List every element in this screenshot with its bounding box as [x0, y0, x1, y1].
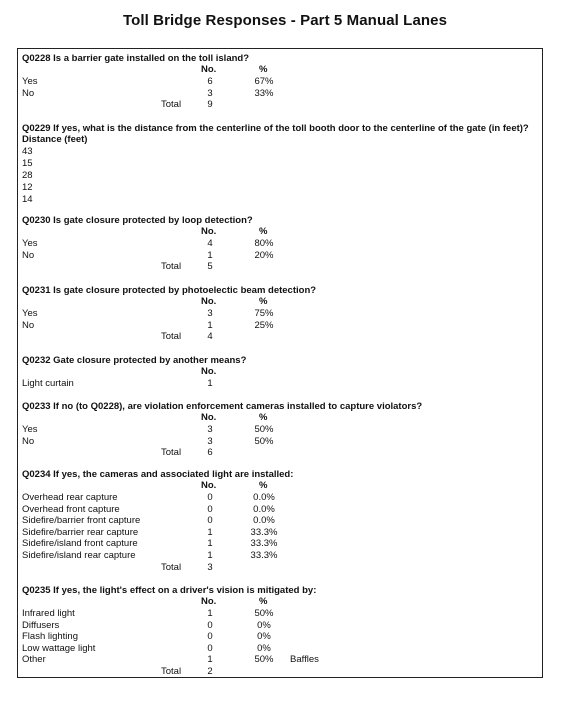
no-header: No.	[201, 226, 217, 237]
row-count: 1	[207, 654, 213, 666]
row-count: 4	[207, 238, 213, 249]
total-count: 4	[207, 331, 213, 343]
row-count: 0	[207, 642, 213, 654]
q0235-question: Q0235 If yes, the light's effect on a driver's vision is mitigated by:	[22, 585, 317, 596]
distance-value: 15	[22, 158, 33, 169]
page-title: Toll Bridge Responses - Part 5 Manual Lanes	[122, 12, 448, 29]
pct-header: %	[259, 226, 268, 237]
q0232-question: Q0232 Gate closure protected by another means?	[22, 355, 247, 366]
row-label: No	[22, 435, 35, 447]
row-percent: 50%	[254, 424, 274, 435]
row-note: Baffles	[290, 654, 319, 666]
total-count: 6	[207, 447, 213, 459]
row-count: 3	[207, 87, 213, 99]
no-header: No.	[201, 64, 217, 75]
row-label: Infrared light	[22, 608, 75, 619]
total-label: Total	[161, 99, 182, 111]
row-percent: 50%	[254, 608, 274, 619]
row-percent: 33.3%	[250, 526, 278, 538]
pct-header: %	[259, 296, 268, 307]
row-count: 1	[207, 538, 213, 550]
row-count: 1	[207, 526, 213, 538]
row-percent: 0%	[257, 619, 271, 631]
total-count: 5	[207, 261, 213, 273]
row-label: Yes	[22, 238, 38, 249]
table-row	[18, 643, 542, 655]
table-row	[18, 504, 542, 516]
distance-value: 43	[22, 146, 33, 157]
no-header: No.	[201, 366, 217, 377]
pct-header: %	[259, 64, 268, 75]
table-row	[18, 76, 542, 88]
q0229-subheader: Distance (feet)	[22, 134, 88, 145]
q0229-question: Q0229 If yes, what is the distance from the centerline of the toll booth door to the centerline of the gate (in feet)?	[22, 123, 529, 134]
total-count: 3	[207, 561, 213, 573]
row-count: 6	[207, 76, 213, 87]
row-count: 3	[207, 435, 213, 447]
row-count: 0	[207, 515, 213, 527]
row-label: Sidefire/barrier rear capture	[22, 526, 139, 538]
q0231-question: Q0231 Is gate closure protected by photoelectic beam detection?	[22, 285, 317, 296]
row-percent: 67%	[254, 76, 274, 87]
q0234-question: Q0234 If yes, the cameras and associated light are installed:	[22, 469, 294, 480]
row-count: 1	[207, 319, 213, 331]
pct-header: %	[259, 480, 268, 491]
row-percent: 50%	[254, 435, 274, 447]
row-percent: 50%	[254, 654, 274, 666]
row-percent: 80%	[254, 238, 274, 249]
distance-value: 28	[22, 170, 33, 181]
no-header: No.	[201, 596, 217, 607]
total-label: Total	[161, 331, 182, 343]
distance-value: 12	[22, 182, 33, 193]
table-row	[18, 631, 542, 643]
row-label: Overhead front capture	[22, 503, 120, 515]
row-percent: 0.0%	[253, 515, 275, 527]
q0233-question: Q0233 If no (to Q0228), are violation enforcement cameras installed to capture violators?	[22, 401, 423, 412]
total-row	[18, 261, 542, 273]
row-count: 0	[207, 492, 213, 503]
total-row	[18, 447, 542, 459]
total-count: 2	[207, 666, 213, 677]
row-count: 3	[207, 308, 213, 319]
q0228-question: Q0228 Is a barrier gate installed on the toll island?	[22, 53, 250, 64]
row-percent: 33.3%	[250, 550, 278, 561]
table-row	[18, 538, 542, 550]
row-count: 0	[207, 631, 213, 643]
pct-header: %	[259, 412, 268, 423]
table-row	[18, 654, 542, 666]
row-count: 1	[207, 608, 213, 619]
row-percent: 33%	[254, 87, 274, 99]
row-label: Yes	[22, 76, 38, 87]
row-percent: 75%	[254, 308, 274, 319]
row-percent: 20%	[254, 249, 274, 261]
table-row	[18, 88, 542, 100]
no-header: No.	[201, 480, 217, 491]
row-label: Yes	[22, 424, 38, 435]
table-row	[18, 550, 542, 562]
row-label: Light curtain	[22, 378, 74, 389]
row-percent: 0%	[257, 642, 271, 654]
row-label: Sidefire/barrier front capture	[22, 515, 141, 527]
row-label: Sidefire/island front capture	[22, 538, 138, 550]
row-percent: 0.0%	[253, 492, 275, 503]
total-label: Total	[161, 447, 182, 459]
row-count: 3	[207, 424, 213, 435]
total-label: Total	[161, 561, 182, 573]
row-percent: 25%	[254, 319, 274, 331]
table-row	[18, 250, 542, 262]
table-row	[18, 378, 542, 390]
table-row	[18, 436, 542, 448]
table-row	[18, 620, 542, 632]
total-count: 9	[207, 99, 213, 111]
pct-header: %	[259, 596, 268, 607]
row-percent: 0%	[257, 631, 271, 643]
q0230-question: Q0230 Is gate closure protected by loop detection?	[22, 215, 253, 226]
total-row	[18, 666, 542, 678]
row-label: Yes	[22, 308, 38, 319]
table-row	[18, 515, 542, 527]
row-label: No	[22, 87, 35, 99]
row-count: 1	[207, 249, 213, 261]
total-label: Total	[161, 261, 182, 273]
row-label: Low wattage light	[22, 642, 96, 654]
row-percent: 0.0%	[253, 503, 275, 515]
survey-table	[17, 48, 543, 678]
total-row	[18, 99, 542, 111]
row-label: Other	[22, 654, 46, 666]
row-label: No	[22, 249, 35, 261]
row-label: No	[22, 319, 35, 331]
table-row	[18, 238, 542, 250]
distance-value: 14	[22, 194, 33, 205]
row-label: Sidefire/island rear capture	[22, 550, 136, 561]
table-row	[18, 320, 542, 332]
row-count: 0	[207, 503, 213, 515]
table-row	[18, 424, 542, 436]
row-percent: 33.3%	[250, 538, 278, 550]
row-count: 1	[207, 378, 213, 389]
row-label: Diffusers	[22, 619, 60, 631]
row-count: 0	[207, 619, 213, 631]
total-row	[18, 562, 542, 574]
row-label: Overhead rear capture	[22, 492, 118, 503]
table-row	[18, 492, 542, 504]
table-row	[18, 608, 542, 620]
row-label: Flash lighting	[22, 631, 78, 643]
total-row	[18, 331, 542, 343]
total-label: Total	[161, 666, 182, 677]
no-header: No.	[201, 412, 217, 423]
row-count: 1	[207, 550, 213, 561]
table-row	[18, 527, 542, 539]
table-row	[18, 308, 542, 320]
no-header: No.	[201, 296, 217, 307]
